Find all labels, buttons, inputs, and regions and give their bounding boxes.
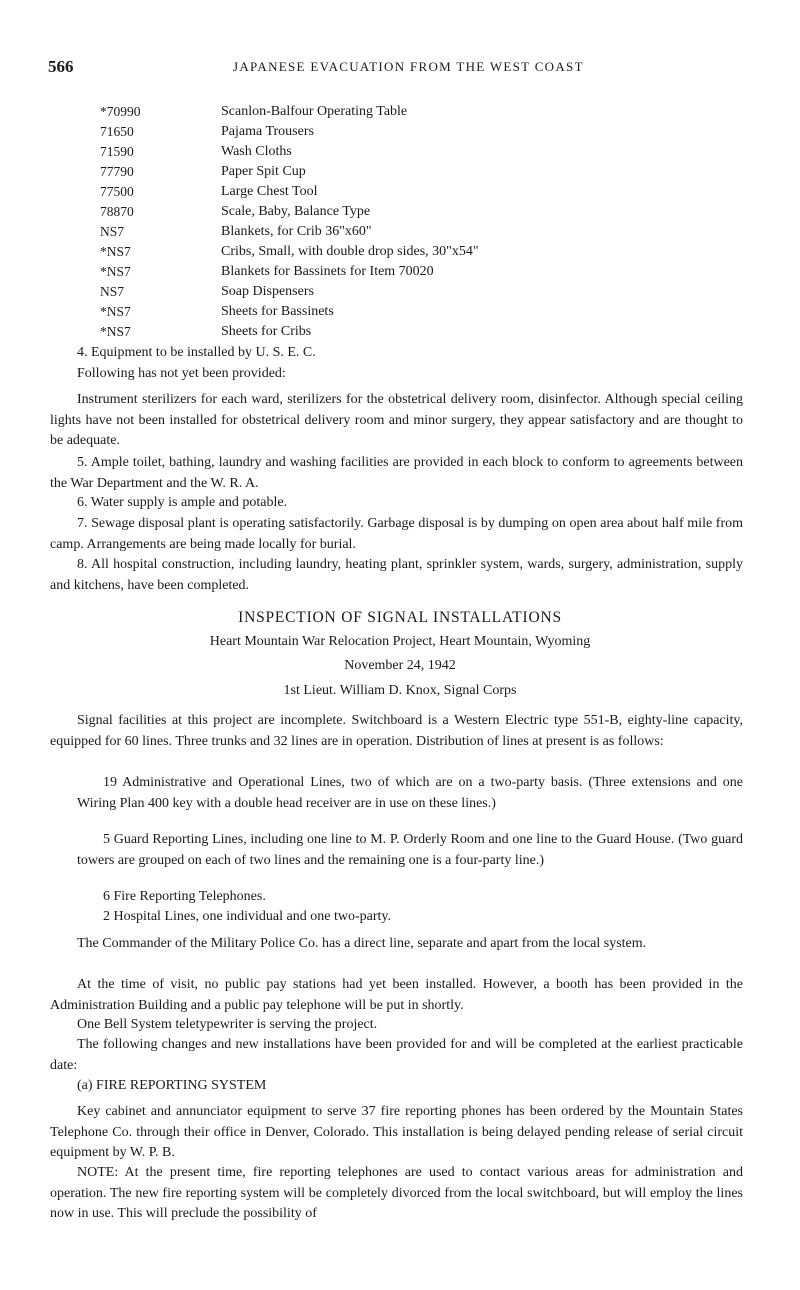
list-item <box>0 202 800 222</box>
list-item <box>0 182 800 202</box>
list-item <box>0 102 800 122</box>
item-code: 71650 <box>100 124 134 139</box>
item-code: 78870 <box>100 204 134 219</box>
list-item <box>0 122 800 142</box>
page-number: 566 <box>48 57 74 76</box>
section-subtitle: Heart Mountain War Relocation Project, Heart Mountain, Wyoming <box>209 634 591 649</box>
section-author: 1st Lieut. William D. Knox, Signal Corps <box>283 683 517 698</box>
list-item <box>0 242 800 262</box>
item-description: Large Chest Tool <box>221 184 318 199</box>
paragraph-6: 6. Water supply is ample and potable. <box>77 495 288 510</box>
item-code: *NS7 <box>100 304 131 319</box>
item-description: Pajama Trousers <box>221 124 314 139</box>
paragraph-4: 4. Equipment to be installed by U. S. E. C. <box>77 345 316 360</box>
item-code: *NS7 <box>100 324 131 339</box>
signal-key-cabinet: Key cabinet and annunciator equipment to serve 37 fire reporting phones has been ordered by the Mountain States Telephone Co. through their office in Denver, Colorado. This installation is being delayed pending release of serial circuit equipment by W. P. B. <box>50 1104 743 1160</box>
signal-commander: The Commander of the Military Police Co. has a direct line, separate and apart from the local system. <box>77 936 647 951</box>
signal-lines-19: 19 Administrative and Operational Lines, two of which are on a two-party basis. (Three extensions and one Wiring Plan 400 key with a double head receiver are in use on these lines.) <box>77 775 743 811</box>
signal-note: NOTE: At the present time, fire reporting telephones are used to contact various areas for administration and operation. The new fire reporting system will be completely divorced from the local switchboard, but will employ the lines now in use. This will preclude the possibility of <box>50 1165 743 1221</box>
page-header <box>48 57 753 79</box>
item-code: 77500 <box>100 184 134 199</box>
paragraph-5: 5. Ample toilet, bathing, laundry and washing facilities are provided in each block to conform to agreements between the War Department and the W. R. A. <box>50 455 743 491</box>
list-item <box>0 222 800 242</box>
item-description: Wash Cloths <box>221 144 292 159</box>
item-description: Blankets, for Crib 36"x60" <box>221 224 372 239</box>
fire-heading: (a) FIRE REPORTING SYSTEM <box>77 1078 267 1093</box>
equipment-list <box>0 102 800 342</box>
signal-lines-6: 6 Fire Reporting Telephones. <box>103 889 266 904</box>
item-description: Blankets for Bassinets for Item 70020 <box>221 264 434 279</box>
item-description: Soap Dispensers <box>221 284 314 299</box>
item-description: Scanlon-Balfour Operating Table <box>221 104 408 119</box>
item-code: NS7 <box>100 224 125 239</box>
signal-lines-2: 2 Hospital Lines, one individual and one two-party. <box>103 909 391 924</box>
paragraph-following: Following has not yet been provided: <box>77 366 286 381</box>
section-title: INSPECTION OF SIGNAL INSTALLATIONS <box>238 609 562 626</box>
item-code: 71590 <box>100 144 134 159</box>
paragraph-instrument: Instrument sterilizers for each ward, sterilizers for the obstetrical delivery room, disinfector. Although special ceiling lights have not been installed for obstetrical delivery room and minor surgery, they appear satisfactory and are thought to be adequate. <box>50 392 743 448</box>
item-description: Scale, Baby, Balance Type <box>221 204 371 219</box>
paragraph-7: 7. Sewage disposal plant is operating satisfactorily. Garbage disposal is by dumping on open area about half mile from camp. Arrangements are being made locally for burial. <box>50 516 743 552</box>
item-description: Paper Spit Cup <box>221 164 306 179</box>
list-item <box>0 262 800 282</box>
signal-lines-5: 5 Guard Reporting Lines, including one line to M. P. Orderly Room and one line to the Guard House. (Two guard towers are grouped on each of two lines and the remaining one is a four-party line.) <box>77 832 743 868</box>
item-description: Sheets for Cribs <box>221 324 312 339</box>
list-item <box>0 302 800 322</box>
item-code: 77790 <box>100 164 134 179</box>
paragraph-8: 8. All hospital construction, including laundry, heating plant, sprinkler system, wards, surgery, administration, supply and kitchens, have been completed. <box>50 557 743 593</box>
section-date: November 24, 1942 <box>344 658 456 673</box>
item-description: Sheets for Bassinets <box>221 304 334 319</box>
signal-pay: At the time of visit, no public pay stations had yet been installed. However, a booth has been provided in the Administration Building and a public pay telephone will be put in shortly. <box>50 977 743 1013</box>
list-item <box>0 322 800 342</box>
signal-bell: One Bell System teletypewriter is serving the project. <box>77 1017 378 1032</box>
signal-following: The following changes and new installations have been provided for and will be completed at the earliest practicable date: <box>50 1037 743 1073</box>
list-item <box>0 142 800 162</box>
item-code: *70990 <box>100 104 141 119</box>
list-item <box>0 282 800 302</box>
item-code: *NS7 <box>100 264 131 279</box>
running-title: JAPANESE EVACUATION FROM THE WEST COAST <box>233 59 584 74</box>
item-code: NS7 <box>100 284 125 299</box>
item-code: *NS7 <box>100 244 131 259</box>
list-item <box>0 162 800 182</box>
signal-intro: Signal facilities at this project are incomplete. Switchboard is a Western Electric type 551-B, eighty-line capacity, equipped for 60 lines. Three trunks and 32 lines are in operation. Distribution of lines at present is as follows: <box>50 713 743 749</box>
item-description: Cribs, Small, with double drop sides, 30"x54" <box>221 244 479 259</box>
